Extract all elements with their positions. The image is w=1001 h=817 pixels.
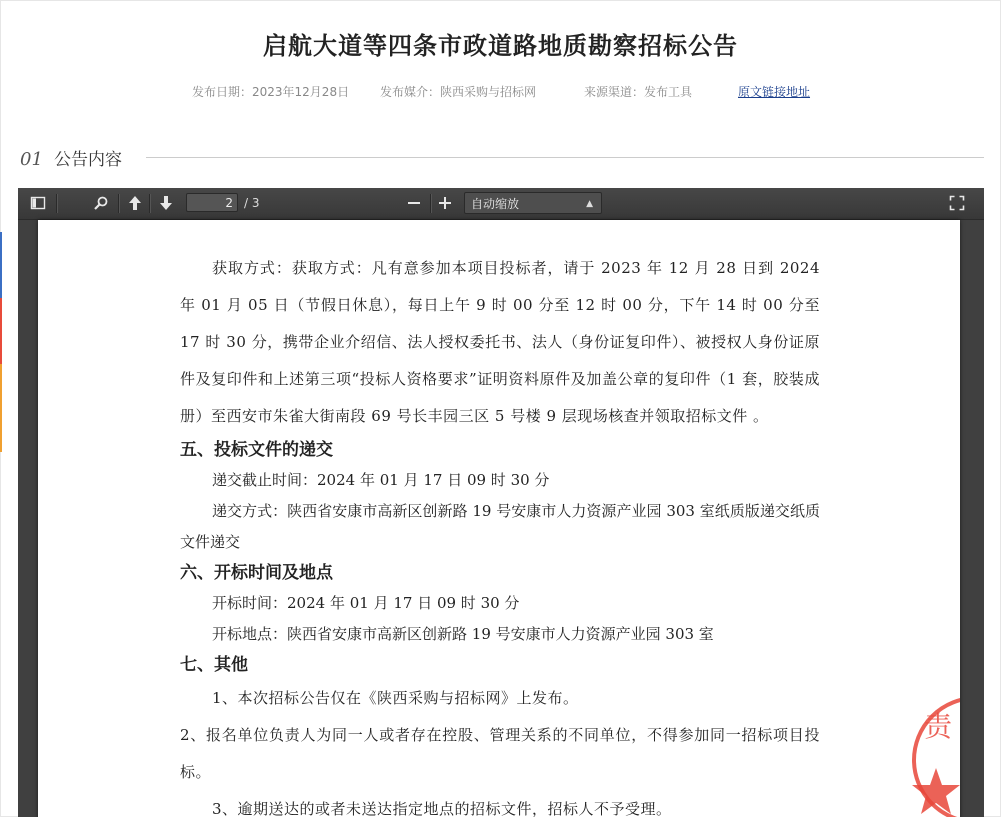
official-seal xyxy=(906,690,960,817)
toolbar-separator xyxy=(118,194,119,213)
original-link[interactable] xyxy=(738,83,810,100)
search-icon[interactable] xyxy=(92,195,110,213)
doc-open-time: 开标时间：2024 年 01 月 17 日 09 时 30 分 xyxy=(212,594,520,612)
doc-other-2: 2、报名单位负责人为同一人或者存在控股、管理关系的不同单位，不得参加同一招标项目投标。 xyxy=(180,726,820,781)
toolbar-separator xyxy=(149,194,150,213)
arrow-up-icon[interactable] xyxy=(126,195,144,213)
arrow-down-icon[interactable] xyxy=(157,195,175,213)
seal-char: 责 xyxy=(924,710,953,743)
page-title: 启航大道等四条市政道路地质勘察招标公告 xyxy=(263,32,738,60)
source-channel: 来源渠道：发布工具 xyxy=(584,85,693,99)
doc-heading-other: 七、其他 xyxy=(180,655,248,675)
publish-date: 发布日期：2023年12月28日 xyxy=(192,85,350,99)
doc-open-place: 开标地点：陕西省安康市高新区创新路 19 号安康市人力资源产业园 303 室 xyxy=(212,625,714,643)
page-number-input[interactable]: 2 xyxy=(186,193,238,212)
pdf-page xyxy=(38,220,960,817)
fullscreen-icon[interactable] xyxy=(948,195,966,213)
minus-icon[interactable] xyxy=(405,195,423,213)
document-body xyxy=(180,250,820,817)
toolbar-separator xyxy=(430,194,431,213)
doc-other-3: 3、逾期送达的或者未送达指定地点的招标文件，招标人不予受理。 xyxy=(212,800,672,817)
doc-heading-submission: 五、投标文件的递交 xyxy=(180,440,333,460)
doc-submit-method: 递交方式：陕西省安康市高新区创新路 19 号安康市人力资源产业园 303 室纸质版递交纸质文件递交 xyxy=(180,502,820,551)
page-count: / 3 xyxy=(244,196,260,210)
pdf-viewer xyxy=(18,188,984,817)
doc-deadline: 递交截止时间：2024 年 01 月 17 日 09 时 30 分 xyxy=(212,471,550,489)
doc-heading-opening: 六、开标时间及地点 xyxy=(180,563,333,583)
pdf-toolbar xyxy=(18,188,984,220)
side-float-strip xyxy=(0,232,2,452)
doc-other-1: 1、本次招标公告仅在《陕西采购与招标网》上发布。 xyxy=(212,689,579,707)
zoom-select-value: 自动缩放 xyxy=(471,197,520,211)
section-label: 公告内容 xyxy=(54,150,122,170)
section-number: 01 xyxy=(20,149,43,170)
plus-icon[interactable] xyxy=(436,195,454,213)
sidebar-toggle-icon[interactable] xyxy=(29,195,47,213)
doc-paragraph-obtain: 获取方式：获取方式：凡有意参加本项目投标者，请于 2023 年 12 月 28 日到 2024 年 01 月 05 日（节假日休息），每日上午 9 时 00 分至 12 时 00 分，下午 14 时 00 分至 17 时 30 分，携带企业介绍信、法人授权委托书、法人（身份证复印件）、被授权人身份证原件及复印件和上述第三项“投标人资格要求”证明资料原件及加盖公章的复印件（1 套，胶装成册）至西安市朱雀大街南段 69 号长丰园三区 5 号楼 9 层现场核查并领取招标文件 。 xyxy=(180,259,820,425)
zoom-select[interactable] xyxy=(464,192,602,214)
section-divider xyxy=(146,157,984,158)
original-link-anchor[interactable]: 原文链接地址 xyxy=(738,85,811,99)
section-header xyxy=(20,145,984,169)
select-arrows-icon: ▲ xyxy=(586,199,593,209)
publish-media: 发布媒介：陕西采购与招标网 xyxy=(380,85,537,99)
toolbar-separator xyxy=(56,194,57,213)
